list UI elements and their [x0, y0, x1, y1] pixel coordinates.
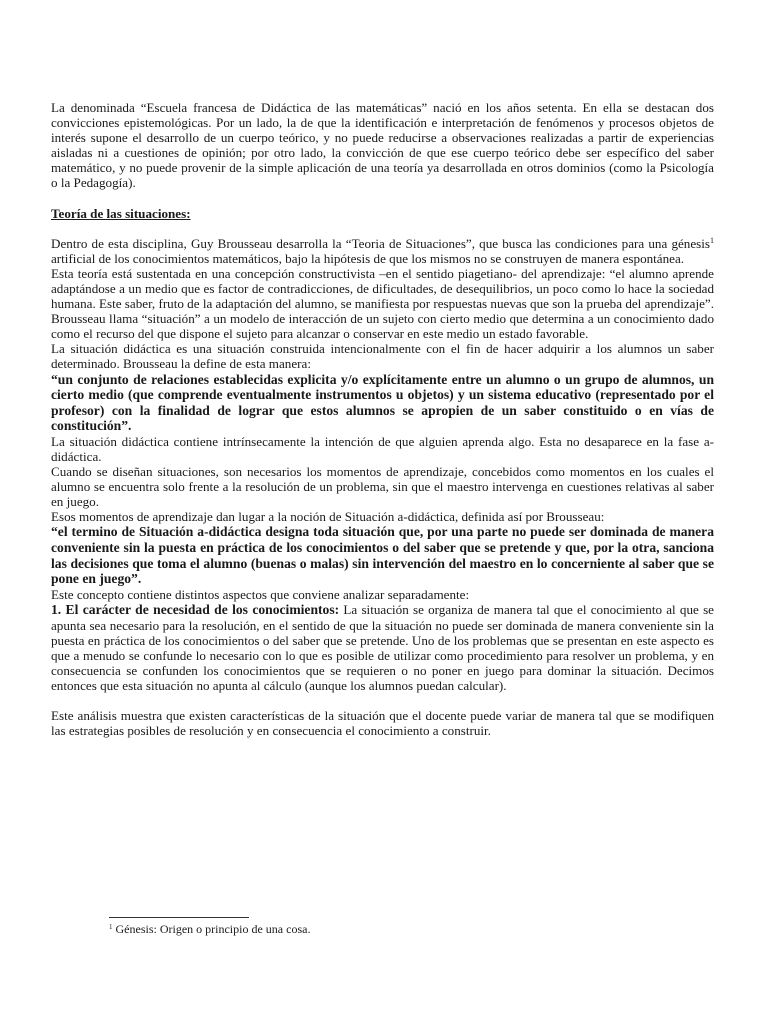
- footnote-reference[interactable]: 1: [710, 235, 714, 245]
- paragraph-intention: La situación didáctica contiene intrínsecamente la intención de que alguien aprenda algo. Esta no desaparece en la fase a-didáctica.: [51, 433, 714, 464]
- footnote-text: Génesis: Origen o principio de una cosa.: [112, 922, 311, 936]
- paragraph-genesis: [51, 236, 714, 266]
- document-body: [51, 100, 714, 738]
- paragraph-genesis-text-b: artificial de los conocimientos matemáticos, bajo la hipótesis de que los mismos no se construyen de manera espontánea.: [51, 250, 685, 266]
- paragraph-genesis-text-a: Dentro de esta disciplina, Guy Brousseau desarrolla la “Teoria de Situaciones”, que busca las condiciones para una génesis: [51, 235, 710, 251]
- paragraph-situation: Brousseau llama “situación” a un modelo de interacción de un sujeto con cierto medio que determina a un conocimiento dado como el recurso del que dispone el sujeto para alcanzar o conservar en este medio un estado favorable.: [51, 311, 714, 342]
- paragraph-adidactic-notion: Esos momentos de aprendizaje dan lugar a la noción de Situación a-didáctica, definida así por Brousseau:: [51, 509, 605, 525]
- paragraph-didactic-situation: La situación didáctica es una situación construida intencionalmente con el fin de hacer adquirir a los alumnos un saber determinado. Brousseau la define de esta manera:: [51, 341, 714, 372]
- necessity-body: La situación se organiza de manera tal que el conocimiento al que se apunta sea necesario para la resolución, en el sentido de que la situación no puede ser dominada de manera conveniente sin la puesta en práctica de los conocimientos o del saber que se pretende. Uno de los problemas que se presentan en este aspecto es que a menudo se confunde lo necesario con lo que es posible de utilizar como procedimiento para resolver un problema, y en consecuencia se confunden los conocimientos que se requieren o no poner en juego para dominar la situación. Decimos entonces que esta situación no apunta al cálculo (aunque los alumnos puedan calcular).: [51, 601, 714, 693]
- paragraph-learning-moments: Cuando se diseñan situaciones, son necesarios los momentos de aprendizaje, concebidos como momentos en los cuales el alumno se encuentra solo frente a la resolución de un problema, sin que el maestro intervenga en cuestiones relativas al saber en juego.: [51, 464, 714, 510]
- quote-definition-adidactic: “el termino de Situación a-didáctica designa toda situación que, por una parte no puede ser dominada de manera conveniente sin la puesta en práctica de los conocimientos o del saber que se pretende y que, por la otra, sanciona las decisiones que toma el alumno (buenas o malas) sin intervención del maestro en lo concerniente al saber que se pone en juego”.: [51, 524, 714, 587]
- paragraph-necessity: [51, 602, 714, 693]
- quote-definition-didactic: “un conjunto de relaciones establecidas explicita y/o explícitamente entre un alumno o un grupo de alumnos, un cierto medio (que comprende eventualmente instrumentos u objetos) y un sistema educativo (representado por el profesor) con la finalidad de lograr que estos alumnos se apropien de un saber constituido o en vías de constitución”.: [51, 371, 714, 434]
- section-heading: Teoría de las situaciones:: [51, 205, 191, 221]
- paragraph-analysis: Este análisis muestra que existen características de la situación que el docente puede variar de manera tal que se modifiquen las estrategias posibles de resolución y en consecuencia el conocimiento a construir.: [51, 707, 714, 739]
- paragraph-aspects: Este concepto contiene distintos aspectos que conviene analizar separadamente:: [51, 586, 470, 602]
- footnote: [109, 922, 310, 936]
- footnote-divider: [109, 917, 249, 918]
- intro-paragraph: La denominada “Escuela francesa de Didáctica de las matemáticas” nació en los años setenta. En ella se destacan dos convicciones epistemológicas. Por un lado, la de que la identificación e interpretación de fenómenos y procesos objetos de interés supone el desarrollo de un cuerpo teórico, y no puede reducirse a observaciones realizadas a partir de experiencias aisladas ni a cuestiones de opinión; por otro lado, la convicción de que ese cuerpo teórico debe ser específico del saber matemático, y no puede provenir de la simple aplicación de una teoría ya desarrollada en otros dominios (como la Psicología o la Pedagogía).: [51, 100, 714, 191]
- necessity-lead: 1. El carácter de necesidad de los conocimientos:: [51, 601, 340, 617]
- paragraph-constructivism: Esta teoría está sustentada en una concepción constructivista –en el sentido piagetiano- del aprendizaje: “el alumno aprende adaptándose a un medio que es factor de contradicciones, de dificultades, de desequilibrios, un poco como lo hace la sociedad humana. Este saber, fruto de la adaptación del alumno, se manifiesta por respuestas nuevas que son la prueba del aprendizaje”.: [51, 265, 715, 312]
- footnote-marker: 1: [109, 923, 113, 931]
